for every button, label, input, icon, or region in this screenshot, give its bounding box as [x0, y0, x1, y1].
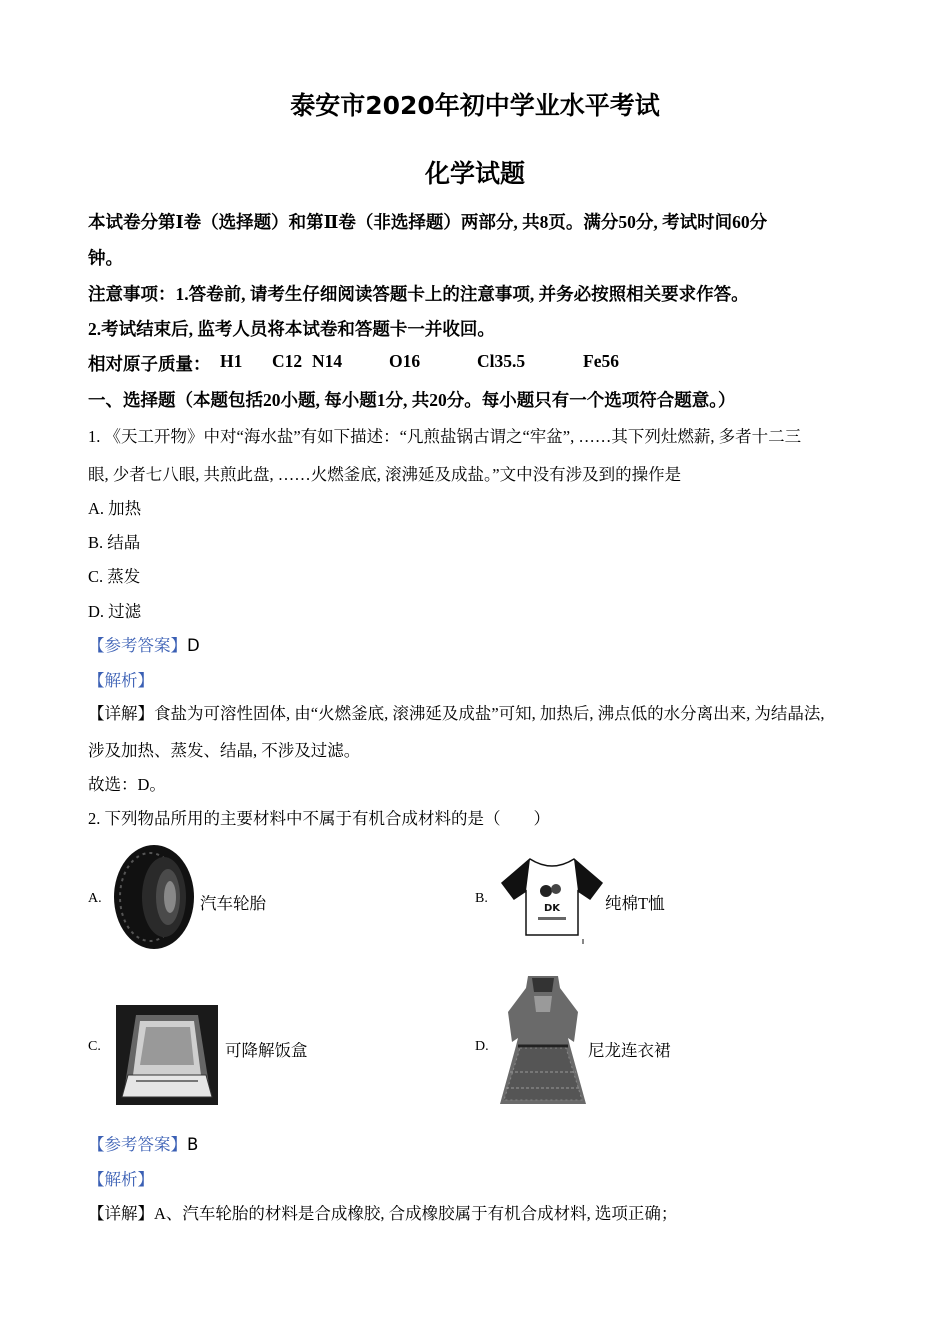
question-2-option-c-label: 可降解饭盒 [225, 1041, 308, 1060]
atomic-mass-cl: Cl35.5 [477, 351, 526, 371]
analysis-label: 【解析】 [88, 1170, 154, 1189]
page-title: 泰安市2020年初中学业水平考试 [290, 91, 660, 120]
question-2-option-a-letter: A. [88, 891, 102, 906]
instructions-line: 本试卷分第Ⅰ卷（选择题）和第Ⅱ卷（非选择题）两部分, 共8页。满分50分, 考试时间60分 [88, 212, 768, 232]
answer-value: D [187, 636, 200, 655]
dress-icon [498, 972, 588, 1110]
answer-label: 【参考答案】 [88, 1135, 187, 1154]
question-2-stem: 2. 下列物品所用的主要材料中不属于有机合成材料的是（ ） [88, 809, 550, 828]
question-2-option-b-letter: B. [475, 891, 488, 906]
detail-label: 【详解】 [88, 1204, 154, 1223]
question-1-option-d: D. 过滤 [88, 602, 142, 621]
section-heading: 一、选择题（本题包括20小题, 每小题1分, 共20分。每小题只有一个选项符合题意。） [88, 390, 736, 410]
atomic-mass-fe: Fe56 [583, 351, 619, 371]
question-1-option-c: C. 蒸发 [88, 567, 141, 586]
atomic-mass-o: O16 [389, 351, 421, 371]
answer-value: B [187, 1135, 199, 1154]
analysis-label: 【解析】 [88, 671, 154, 690]
question-1-option-b: B. 结晶 [88, 533, 141, 552]
atomic-mass-label: 相对原子质量： [88, 354, 211, 374]
atomic-mass-c: C12 [272, 351, 303, 371]
question-1-stem: 眼, 少者七八眼, 共煎此盘, ……火燃釜底, 滚沸延及成盐。”文中没有涉及到的操作是 [88, 465, 682, 484]
question-1-option-a: A. 加热 [88, 499, 142, 518]
question-2-option-a-label: 汽车轮胎 [200, 894, 266, 913]
lunchbox-icon [116, 1005, 218, 1105]
page-subtitle: 化学试题 [424, 159, 525, 188]
atomic-mass-n: N14 [312, 351, 343, 371]
question-2-option-d-label: 尼龙连衣裙 [588, 1041, 671, 1060]
question-2-option-c-letter: C. [88, 1039, 101, 1054]
answer-label: 【参考答案】 [88, 636, 187, 655]
detail-text: A、汽车轮胎的材料是合成橡胶, 合成橡胶属于有机合成材料, 选项正确； [154, 1204, 678, 1223]
detail-label: 【详解】 [88, 704, 154, 723]
question-2-option-b-label: 纯棉T恤 [605, 894, 665, 913]
tshirt-print: DK [543, 903, 561, 914]
question-1-stem: 1. 《天工开物》中对“海水盐”有如下描述：“凡煎盐锅古谓之“牢盆”, ……其下列灶燃薪, 多者十二三 [88, 427, 802, 446]
question-2-answer [88, 1131, 198, 1155]
tire-icon [112, 843, 198, 951]
atomic-mass-h: H1 [220, 351, 243, 371]
detail-text: 食盐为可溶性固体, 由“火燃釜底, 滚沸延及成盐”可知, 加热后, 沸点低的水分离出来, 为结晶法, [154, 704, 825, 723]
tshirt-icon [500, 855, 604, 945]
notice-line: 2.考试结束后, 监考人员将本试卷和答题卡一并收回。 [88, 319, 495, 339]
question-1-detail: 涉及加热、蒸发、结晶, 不涉及过滤。 [88, 741, 361, 760]
question-2-detail [88, 1200, 677, 1224]
notice-line: 注意事项：1.答卷前, 请考生仔细阅读答题卡上的注意事项, 并务必按照相关要求作答。 [88, 284, 749, 304]
instructions-line: 钟。 [88, 248, 123, 268]
question-1-detail [88, 700, 825, 724]
question-1-answer [88, 632, 200, 656]
question-2-option-d-letter: D. [475, 1039, 489, 1054]
question-1-conclusion: 故选：D。 [88, 775, 166, 794]
